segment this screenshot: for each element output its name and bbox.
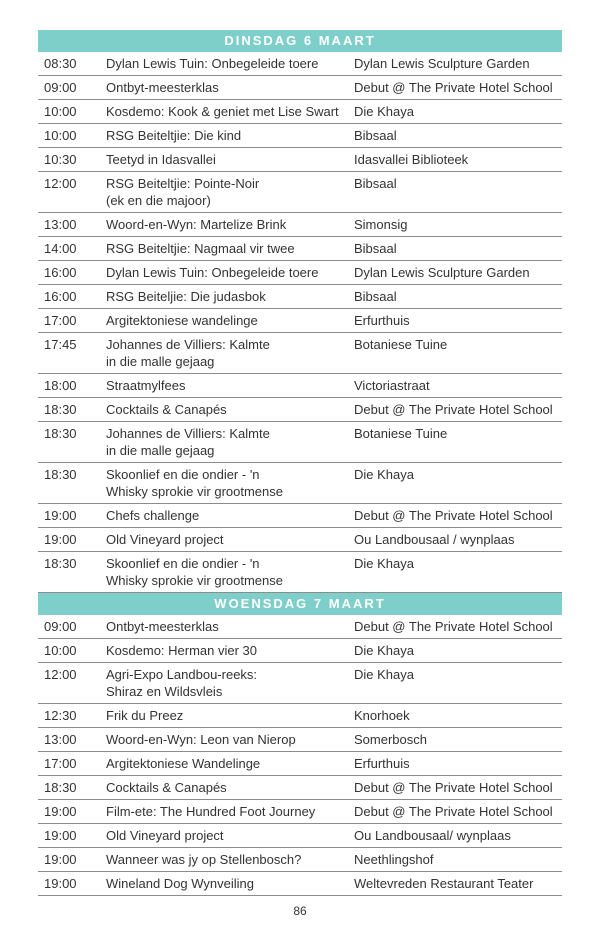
event-title-line: (ek en die majoor) (106, 193, 211, 208)
schedule-row (38, 872, 562, 896)
event-title (106, 875, 354, 892)
page-number: 86 (293, 904, 307, 918)
event-venue: Die Khaya (354, 556, 414, 571)
event-title-line: Argitektoniese wandelinge (106, 313, 258, 328)
event-title-line: Straatmylfees (106, 378, 186, 393)
schedule-row (38, 552, 562, 593)
event-title-line: Ontbyt-meesterklas (106, 80, 219, 95)
event-title (106, 466, 354, 500)
event-title-line: Agri-Expo Landbou-reeks: (106, 667, 258, 682)
event-time: 19:00 (44, 852, 77, 867)
event-venue: Debut @ The Private Hotel School (354, 80, 553, 95)
schedule-page (38, 30, 562, 896)
event-venue: Somerbosch (354, 732, 427, 747)
event-time: 16:00 (44, 289, 77, 304)
event-title-line: Whisky sprokie vir grootmense (106, 484, 283, 499)
event-title-line: Dylan Lewis Tuin: Onbegeleide toere (106, 265, 319, 280)
event-venue: Debut @ The Private Hotel School (354, 508, 553, 523)
schedule-row (38, 704, 562, 728)
schedule-row (38, 728, 562, 752)
event-time: 14:00 (44, 241, 77, 256)
event-time: 08:30 (44, 56, 77, 71)
event-title-line: RSG Beiteltjie: Pointe-Noir (106, 176, 260, 191)
event-title (106, 336, 354, 370)
event-title-line: Teetyd in Idasvallei (106, 152, 216, 167)
schedule-row (38, 663, 562, 704)
event-title-line: Whisky sprokie vir grootmense (106, 573, 283, 588)
event-venue: Debut @ The Private Hotel School (354, 619, 553, 634)
schedule-row (38, 824, 562, 848)
event-title-line: Woord-en-Wyn: Leon van Nierop (106, 732, 296, 747)
schedule-row (38, 172, 562, 213)
event-title (106, 312, 354, 329)
event-title (106, 103, 354, 120)
schedule-row (38, 333, 562, 374)
section-header: DINSDAG 6 MAART (38, 30, 562, 52)
event-venue: Victoriastraat (354, 378, 430, 393)
event-venue: Ou Landbousaal/ wynplaas (354, 828, 511, 843)
event-title-line: Wanneer was jy op Stellenbosch? (106, 852, 302, 867)
event-title (106, 79, 354, 96)
event-title (106, 240, 354, 257)
event-title-line: Dylan Lewis Tuin: Onbegeleide toere (106, 56, 319, 71)
event-title (106, 731, 354, 748)
event-title-line: Skoonlief en die ondier - 'n (106, 556, 260, 571)
event-time: 17:00 (44, 313, 77, 328)
event-time: 19:00 (44, 532, 77, 547)
event-time: 19:00 (44, 828, 77, 843)
event-time: 19:00 (44, 876, 77, 891)
event-time: 12:00 (44, 667, 77, 682)
event-title (106, 707, 354, 724)
schedule-row (38, 422, 562, 463)
event-venue: Botaniese Tuine (354, 426, 448, 441)
event-venue: Bibsaal (354, 241, 397, 256)
event-title (106, 264, 354, 281)
event-title (106, 779, 354, 796)
event-title (106, 666, 354, 700)
event-time: 19:00 (44, 508, 77, 523)
event-venue: Die Khaya (354, 104, 414, 119)
event-time: 17:45 (44, 337, 77, 352)
event-title-line: Johannes de Villiers: Kalmte (106, 426, 270, 441)
event-title-line: Old Vineyard project (106, 532, 224, 547)
schedule-row (38, 124, 562, 148)
schedule-row (38, 148, 562, 172)
event-venue: Debut @ The Private Hotel School (354, 402, 553, 417)
schedule-row (38, 800, 562, 824)
event-title (106, 151, 354, 168)
schedule-row (38, 615, 562, 639)
event-time: 12:00 (44, 176, 77, 191)
event-title-line: Cocktails & Canapés (106, 402, 227, 417)
event-title-line: in die malle gejaag (106, 443, 215, 458)
event-venue: Idasvallei Biblioteek (354, 152, 469, 167)
event-venue: Dylan Lewis Sculpture Garden (354, 56, 530, 71)
event-venue: Simonsig (354, 217, 408, 232)
event-title (106, 175, 354, 209)
event-title-line: Kosdemo: Herman vier 30 (106, 643, 258, 658)
event-title-line: Frik du Preez (106, 708, 184, 723)
schedule-row (38, 398, 562, 422)
event-time: 17:00 (44, 756, 77, 771)
event-time: 18:30 (44, 467, 77, 482)
event-title-line: Old Vineyard project (106, 828, 224, 843)
event-time: 18:30 (44, 556, 77, 571)
schedule-row (38, 374, 562, 398)
event-time: 12:30 (44, 708, 77, 723)
event-time: 16:00 (44, 265, 77, 280)
event-title (106, 127, 354, 144)
event-time: 09:00 (44, 80, 77, 95)
schedule-row (38, 848, 562, 872)
section-header: WOENSDAG 7 MAART (38, 593, 562, 615)
event-title-line: Shiraz en Wildsvleis (106, 684, 223, 699)
event-title (106, 618, 354, 635)
event-title (106, 531, 354, 548)
event-title (106, 55, 354, 72)
event-title (106, 425, 354, 459)
event-time: 18:30 (44, 426, 77, 441)
event-title-line: Chefs challenge (106, 508, 200, 523)
schedule-row (38, 504, 562, 528)
event-title-line: RSG Beiteljie: Die judasbok (106, 289, 266, 304)
schedule-row (38, 52, 562, 76)
schedule-section (38, 30, 562, 593)
event-venue: Botaniese Tuine (354, 337, 448, 352)
event-title-line: Wineland Dog Wynveiling (106, 876, 255, 891)
event-title (106, 507, 354, 524)
event-title-line: Cocktails & Canapés (106, 780, 227, 795)
schedule-row (38, 776, 562, 800)
event-title (106, 755, 354, 772)
event-time: 09:00 (44, 619, 77, 634)
event-title-line: in die malle gejaag (106, 354, 215, 369)
event-time: 10:30 (44, 152, 77, 167)
event-time: 13:00 (44, 732, 77, 747)
event-title (106, 827, 354, 844)
event-title-line: Skoonlief en die ondier - 'n (106, 467, 260, 482)
schedule-row (38, 76, 562, 100)
event-venue: Die Khaya (354, 467, 414, 482)
event-venue: Erfurthuis (354, 313, 410, 328)
schedule-section (38, 593, 562, 896)
event-venue: Knorhoek (354, 708, 410, 723)
event-time: 18:30 (44, 780, 77, 795)
schedule-row (38, 213, 562, 237)
schedule-row (38, 752, 562, 776)
event-venue: Die Khaya (354, 643, 414, 658)
event-title-line: Woord-en-Wyn: Martelize Brink (106, 217, 287, 232)
schedule-row (38, 309, 562, 333)
event-venue: Dylan Lewis Sculpture Garden (354, 265, 530, 280)
event-title (106, 288, 354, 305)
event-title (106, 851, 354, 868)
event-venue: Neethlingshof (354, 852, 434, 867)
event-title-line: Ontbyt-meesterklas (106, 619, 219, 634)
event-venue: Bibsaal (354, 128, 397, 143)
event-time: 10:00 (44, 643, 77, 658)
event-time: 19:00 (44, 804, 77, 819)
event-venue: Erfurthuis (354, 756, 410, 771)
event-title (106, 216, 354, 233)
event-title-line: RSG Beiteltjie: Die kind (106, 128, 242, 143)
schedule-row (38, 261, 562, 285)
event-time: 10:00 (44, 128, 77, 143)
event-time: 10:00 (44, 104, 77, 119)
event-title (106, 642, 354, 659)
event-title (106, 803, 354, 820)
event-title-line: Kosdemo: Kook & geniet met Lise Swart (106, 104, 339, 119)
event-title-line: RSG Beiteltjie: Nagmaal vir twee (106, 241, 295, 256)
event-venue: Weltevreden Restaurant Teater (354, 876, 534, 891)
event-venue: Bibsaal (354, 289, 397, 304)
schedule-row (38, 463, 562, 504)
schedule-row (38, 237, 562, 261)
event-venue: Debut @ The Private Hotel School (354, 804, 553, 819)
event-title (106, 377, 354, 394)
event-title-line: Johannes de Villiers: Kalmte (106, 337, 270, 352)
event-title-line: Film-ete: The Hundred Foot Journey (106, 804, 316, 819)
event-venue: Die Khaya (354, 667, 414, 682)
schedule-row (38, 285, 562, 309)
event-venue: Ou Landbousaal / wynplaas (354, 532, 515, 547)
event-time: 18:30 (44, 402, 77, 417)
event-time: 13:00 (44, 217, 77, 232)
schedule-row (38, 639, 562, 663)
event-title (106, 555, 354, 589)
event-venue: Bibsaal (354, 176, 397, 191)
event-title-line: Argitektoniese Wandelinge (106, 756, 261, 771)
event-venue: Debut @ The Private Hotel School (354, 780, 553, 795)
event-time: 18:00 (44, 378, 77, 393)
event-title (106, 401, 354, 418)
schedule-row (38, 528, 562, 552)
schedule-row (38, 100, 562, 124)
